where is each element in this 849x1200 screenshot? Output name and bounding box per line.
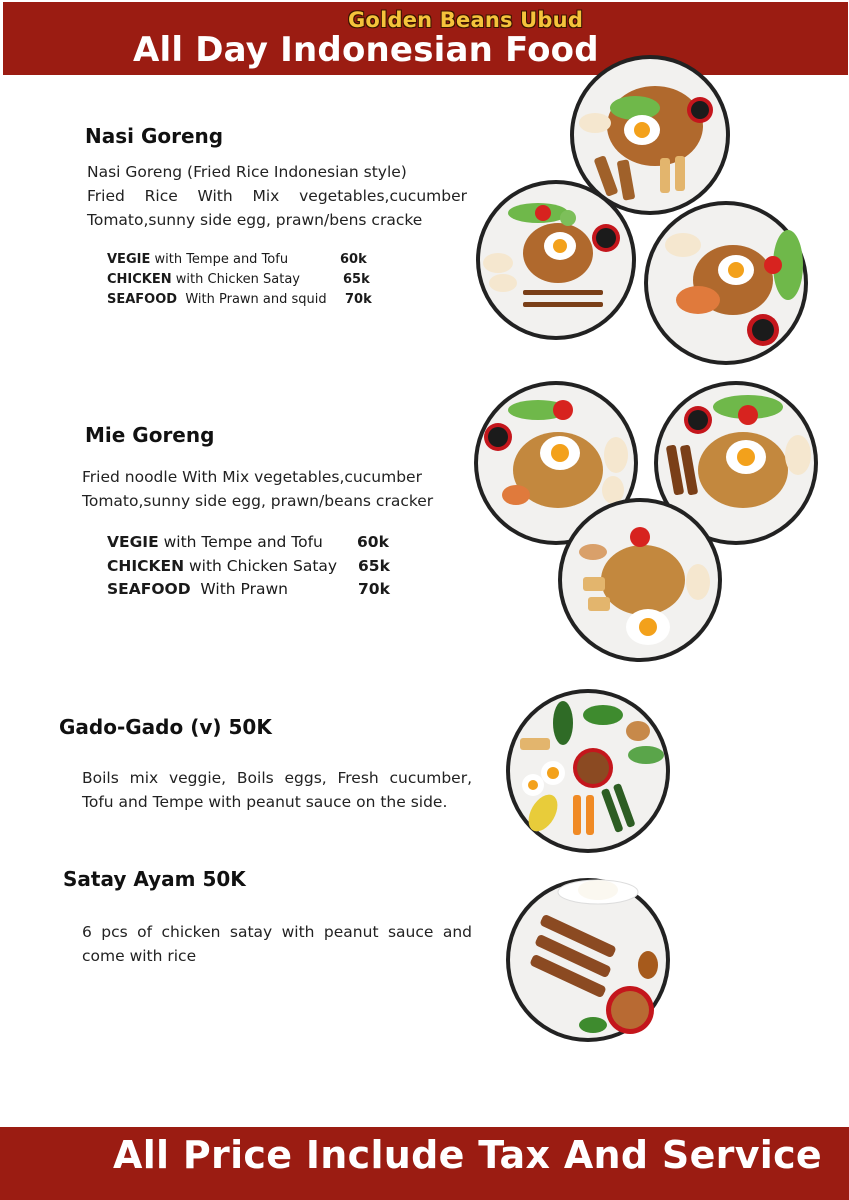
option-variant: VEGIE [107, 533, 159, 551]
nasi-goreng-desc-line: Tomato,sunny side egg, prawn/bens cracke [87, 211, 423, 229]
option-price: 60k [357, 533, 389, 551]
option-detail: with Tempe and Tofu [154, 252, 289, 267]
satay-ayam-title: Satay Ayam 50K [63, 867, 246, 891]
page-title: All Day Indonesian Food [133, 30, 599, 70]
nasi-goreng-title: Nasi Goreng [85, 124, 224, 148]
nasi-goreng-price-chicken [343, 272, 370, 287]
brand-name: Golden Beans Ubud [348, 8, 584, 32]
option-detail: With Prawn and squid [185, 292, 327, 307]
mie-goreng-option-vegie [107, 533, 323, 551]
option-price: 65k [343, 272, 370, 287]
mie-goreng-option-seafood [107, 580, 288, 598]
mie-goreng-price-chicken [358, 557, 390, 575]
satay-ayam-desc-line: 6 pcs of chicken satay with peanut sauce and [82, 923, 472, 941]
gado-gado-title: Gado-Gado (v) 50K [59, 715, 272, 739]
option-variant: CHICKEN [107, 557, 185, 575]
satay-ayam-desc-line: come with rice [82, 947, 197, 965]
nasi-goreng-desc-line: Fried Rice With Mix vegetables,cucumber [87, 187, 467, 205]
mie-goreng-description [82, 465, 442, 513]
option-price: 70k [358, 580, 390, 598]
nasi-goreng-price-seafood [345, 292, 372, 307]
mie-goreng-desc-line: Fried noodle With Mix vegetables,cucumber [82, 468, 422, 486]
satay-ayam-description [82, 920, 472, 968]
gado-gado-desc-line: Tofu and Tempe with peanut sauce on the side. [82, 793, 448, 811]
option-price: 70k [345, 292, 372, 307]
mie-goreng-price-seafood [358, 580, 390, 598]
footer-note: All Price Include Tax And Service [113, 1133, 823, 1177]
option-detail: with Chicken Satay [175, 272, 300, 287]
option-detail: with Tempe and Tofu [163, 533, 323, 551]
mie-goreng-title: Mie Goreng [85, 423, 215, 447]
nasi-goreng-description [87, 160, 467, 232]
option-variant: SEAFOOD [107, 580, 191, 598]
mie-goreng-desc-line: Tomato,sunny side egg, prawn/beans cracker [82, 492, 434, 510]
mie-goreng-price-vegie [357, 533, 389, 551]
nasi-goreng-price-vegie [340, 252, 367, 267]
gado-gado-description [82, 766, 472, 814]
nasi-goreng-option-seafood [107, 292, 327, 307]
nasi-goreng-option-chicken [107, 272, 300, 287]
gado-gado-photo [498, 683, 678, 863]
nasi-goreng-option-vegie [107, 252, 288, 267]
mie-goreng-photo-3 [548, 492, 733, 672]
option-variant: SEAFOOD [107, 292, 178, 307]
nasi-goreng-photo-2 [468, 178, 648, 348]
option-price: 65k [358, 557, 390, 575]
nasi-goreng-photo-3 [638, 195, 818, 375]
option-variant: VEGIE [107, 252, 151, 267]
option-variant: CHICKEN [107, 272, 172, 287]
satay-ayam-photo [498, 870, 678, 1050]
option-detail: With Prawn [200, 580, 288, 598]
nasi-goreng-desc-line: Nasi Goreng (Fried Rice Indonesian style) [87, 163, 407, 181]
option-detail: with Chicken Satay [189, 557, 338, 575]
gado-gado-desc-line: Boils mix veggie, Boils eggs, Fresh cucumber, [82, 769, 472, 787]
mie-goreng-option-chicken [107, 557, 337, 575]
option-price: 60k [340, 252, 367, 267]
